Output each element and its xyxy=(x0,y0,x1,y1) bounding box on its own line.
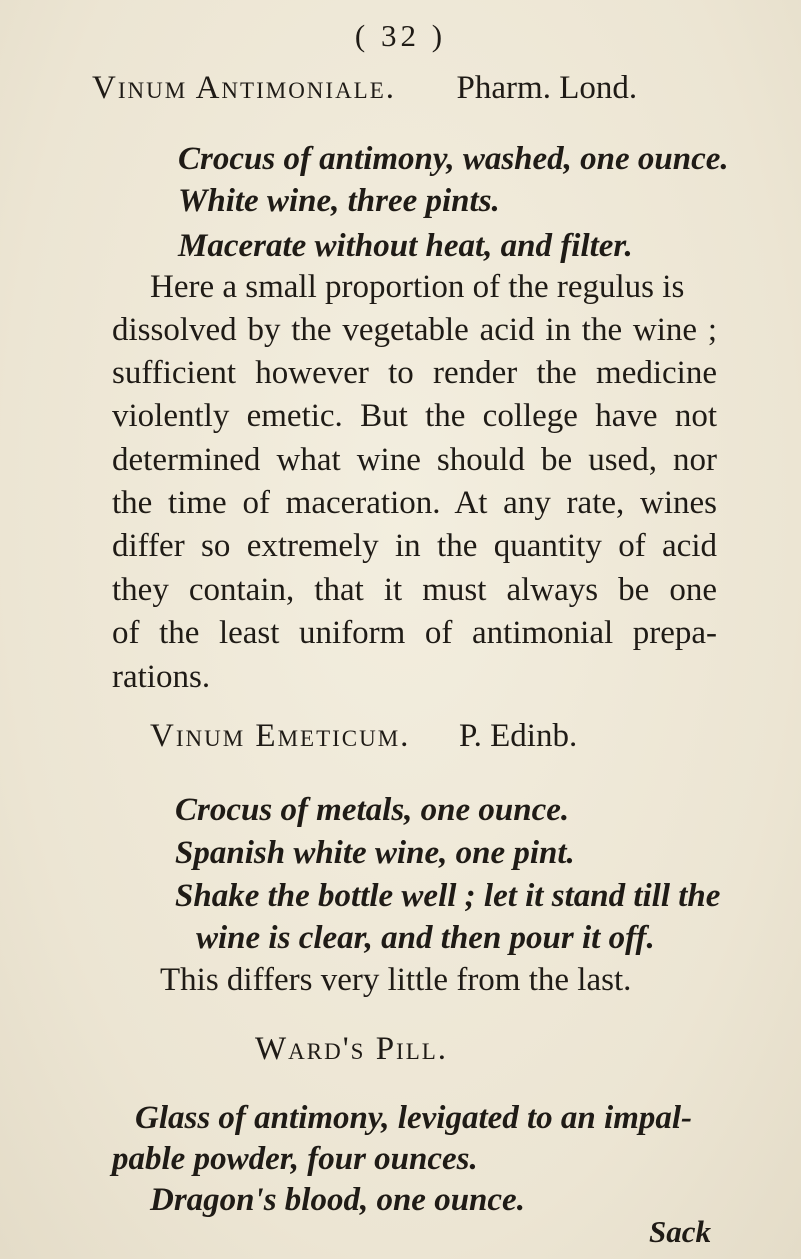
section-source: P. Edinb. xyxy=(458,718,578,755)
recipe-line: Macerate without heat, and filter. xyxy=(178,227,633,264)
section-source: Pharm. Lond. xyxy=(456,70,638,106)
commentary-line: the time of maceration. At any rate, wines xyxy=(112,485,717,522)
recipe-line: Glass of antimony, levigated to an impal- xyxy=(135,1100,693,1137)
catchword: Sack xyxy=(649,1213,711,1249)
recipe-line: Shake the bottle well ; let it stand till the xyxy=(175,878,721,915)
page-number: ( 32 ) xyxy=(354,18,447,53)
commentary-line: This differs very little from the last. xyxy=(160,961,632,998)
section-title: Vinum Emeticum. xyxy=(150,718,411,755)
commentary-line: rations. xyxy=(112,658,211,695)
recipe-line: White wine, three pints. xyxy=(178,183,500,220)
commentary-line: violently emetic. But the college have not xyxy=(112,398,717,435)
recipe-line: Dragon's blood, one ounce. xyxy=(150,1182,525,1219)
recipe-line: wine is clear, and then pour it off. xyxy=(196,919,655,956)
section-heading-wards-pill xyxy=(255,1031,448,1068)
recipe-line: Crocus of metals, one ounce. xyxy=(175,792,570,829)
section-heading-vinum-emeticum xyxy=(150,718,577,755)
recipe-line: Spanish white wine, one pint. xyxy=(175,834,575,871)
commentary-line: Here a small proportion of the regulus is xyxy=(150,269,685,306)
commentary-line: dissolved by the vegetable acid in the wine ; xyxy=(112,311,717,348)
commentary-line: sufficient however to render the medicine xyxy=(112,355,717,392)
section-heading-vinum-antimoniale xyxy=(92,70,637,107)
commentary-line: of the least uniform of antimonial prepa- xyxy=(112,615,717,652)
commentary-line: they contain, that it must always be one xyxy=(112,571,717,608)
recipe-line: Crocus of antimony, washed, one ounce. xyxy=(178,141,729,178)
section-title: Vinum Antimoniale. xyxy=(92,70,397,106)
commentary-line: determined what wine should be used, nor xyxy=(112,441,717,478)
commentary-line: differ so extremely in the quantity of acid xyxy=(112,528,717,565)
recipe-line: pable powder, four ounces. xyxy=(112,1140,478,1177)
section-title: Ward's Pill. xyxy=(255,1031,449,1068)
